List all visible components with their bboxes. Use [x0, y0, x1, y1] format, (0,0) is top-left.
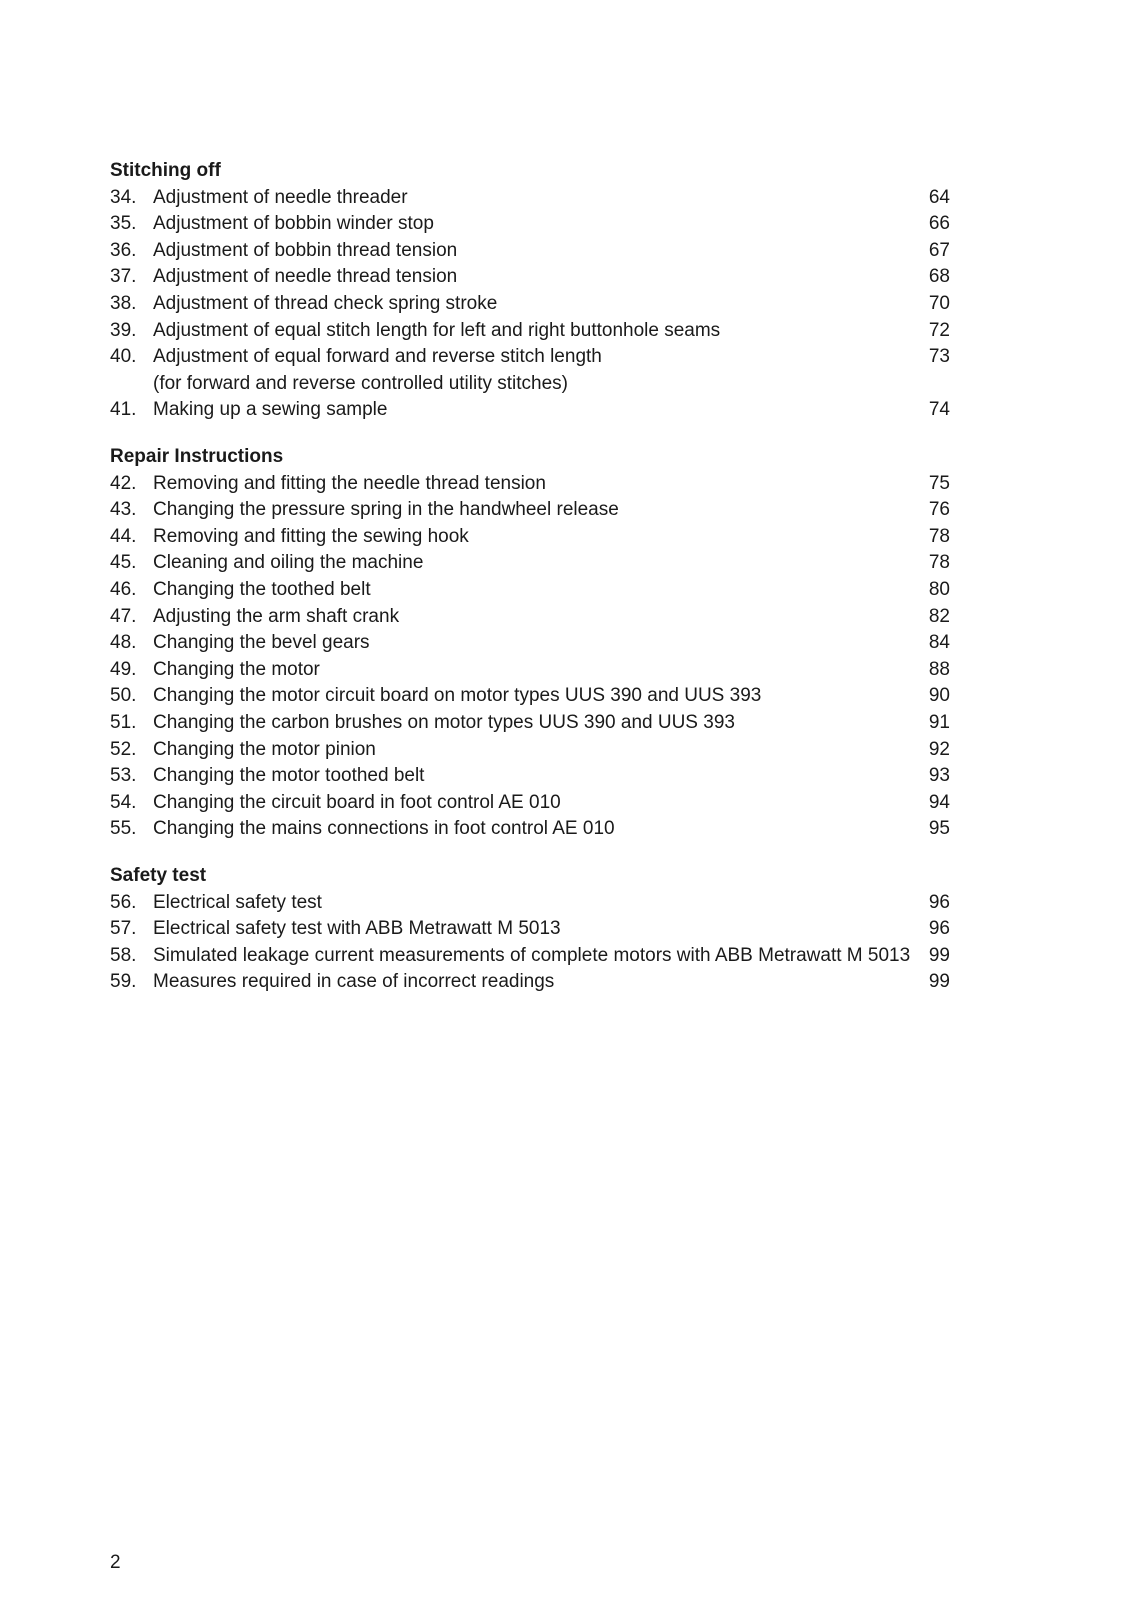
entry-title: Cleaning and oiling the machine	[153, 552, 424, 574]
entry-page: 80	[928, 578, 950, 600]
toc-section-safety-test	[110, 863, 950, 996]
toc-entry	[110, 318, 950, 345]
entry-number: 56.	[110, 891, 137, 913]
entry-number: 38.	[110, 292, 137, 314]
toc-entry-continuation	[110, 371, 950, 398]
entry-page: 67	[928, 239, 950, 261]
entry-title: Adjusting the arm shaft crank	[153, 605, 400, 627]
section-title: Stitching off	[110, 160, 221, 181]
entry-subtitle: (for forward and reverse controlled utility stitches)	[153, 372, 568, 394]
entry-title: Removing and fitting the needle thread tension	[153, 472, 546, 494]
toc-entry	[110, 890, 950, 917]
entry-number: 45.	[110, 552, 137, 574]
entry-page: 88	[928, 658, 950, 680]
entry-title: Electrical safety test with ABB Metrawatt M 5013	[153, 918, 561, 940]
entry-number: 36.	[110, 239, 137, 261]
entry-title: Adjustment of needle threader	[153, 186, 408, 208]
entry-number: 34.	[110, 186, 137, 208]
entry-title: Changing the toothed belt	[153, 578, 371, 600]
entry-number: 39.	[110, 319, 137, 341]
toc-section-stitching-off	[110, 158, 950, 424]
entry-page: 66	[928, 213, 950, 235]
toc-entry	[110, 683, 950, 710]
entry-page: 96	[928, 918, 950, 940]
toc-entry	[110, 397, 950, 424]
toc-entry	[110, 550, 950, 577]
entry-title: Changing the motor toothed belt	[153, 765, 425, 787]
entry-page: 72	[928, 319, 950, 341]
toc-entry	[110, 710, 950, 737]
entry-number: 40.	[110, 346, 137, 368]
entry-page: 91	[928, 711, 950, 733]
toc-entry	[110, 763, 950, 790]
entry-number: 54.	[110, 791, 137, 813]
toc-entry	[110, 737, 950, 764]
toc-entry	[110, 916, 950, 943]
toc-entry	[110, 471, 950, 498]
toc-entry	[110, 524, 950, 551]
entry-number: 43.	[110, 499, 137, 521]
entry-number: 44.	[110, 525, 137, 547]
entry-page: 94	[928, 791, 950, 813]
entry-page: 74	[928, 399, 950, 421]
toc-entry	[110, 657, 950, 684]
toc-entry	[110, 943, 950, 970]
entry-number: 58.	[110, 944, 137, 966]
entry-title: Changing the motor	[153, 658, 320, 680]
entry-title: Adjustment of equal stitch length for left and right buttonhole seams	[153, 319, 721, 341]
entry-page: 78	[928, 552, 950, 574]
entry-title: Changing the mains connections in foot control AE 010	[153, 818, 615, 840]
entry-page: 75	[928, 472, 950, 494]
entry-page: 90	[928, 685, 950, 707]
entry-title: Adjustment of bobbin winder stop	[153, 213, 434, 235]
entry-page: 99	[928, 971, 950, 993]
entry-title: Changing the bevel gears	[153, 632, 370, 654]
toc-entry	[110, 238, 950, 265]
entry-page: 84	[928, 632, 950, 654]
toc-entry	[110, 211, 950, 238]
entry-number: 48.	[110, 632, 137, 654]
entry-page: 68	[928, 266, 950, 288]
entry-page: 73	[928, 346, 950, 368]
toc-entry	[110, 790, 950, 817]
entry-page: 96	[928, 891, 950, 913]
page-number: 2	[110, 1552, 121, 1573]
entry-title: Simulated leakage current measurements of complete motors with ABB Metrawatt M 5013	[153, 944, 911, 966]
entry-title: Changing the motor circuit board on motor types UUS 390 and UUS 393	[153, 685, 762, 707]
entry-number: 53.	[110, 765, 137, 787]
entry-page: 93	[928, 765, 950, 787]
entry-title: Adjustment of equal forward and reverse stitch length	[153, 346, 602, 368]
entry-number: 59.	[110, 971, 137, 993]
entry-page: 78	[928, 525, 950, 547]
toc-entry	[110, 497, 950, 524]
entry-title: Removing and fitting the sewing hook	[153, 525, 469, 547]
entry-number: 51.	[110, 711, 137, 733]
toc-entry	[110, 969, 950, 996]
toc-entry	[110, 816, 950, 843]
toc-entry	[110, 577, 950, 604]
entry-number: 46.	[110, 578, 137, 600]
entry-number: 35.	[110, 213, 137, 235]
entry-page: 64	[928, 186, 950, 208]
toc-entry	[110, 264, 950, 291]
entry-page: 76	[928, 499, 950, 521]
entry-title: Adjustment of bobbin thread tension	[153, 239, 458, 261]
entry-title: Changing the motor pinion	[153, 738, 376, 760]
section-title: Repair Instructions	[110, 446, 284, 467]
entry-page: 92	[928, 738, 950, 760]
entry-number: 41.	[110, 399, 137, 421]
entry-title: Adjustment of thread check spring stroke	[153, 292, 498, 314]
entry-page: 82	[928, 605, 950, 627]
toc-entry	[110, 604, 950, 631]
entry-number: 49.	[110, 658, 137, 680]
entry-number: 47.	[110, 605, 137, 627]
entry-title: Making up a sewing sample	[153, 399, 388, 421]
toc-section-repair-instructions	[110, 444, 950, 843]
entry-page: 99	[928, 944, 950, 966]
entry-page: 95	[928, 818, 950, 840]
toc-entry	[110, 630, 950, 657]
toc-entry	[110, 291, 950, 318]
entry-title: Changing the circuit board in foot control AE 010	[153, 791, 561, 813]
entry-title: Measures required in case of incorrect readings	[153, 971, 555, 993]
entry-number: 55.	[110, 818, 137, 840]
toc-entry	[110, 344, 950, 371]
entry-page: 70	[928, 292, 950, 314]
entry-number: 37.	[110, 266, 137, 288]
entry-title: Changing the carbon brushes on motor types UUS 390 and UUS 393	[153, 711, 735, 733]
entry-title: Adjustment of needle thread tension	[153, 266, 458, 288]
entry-title: Electrical safety test	[153, 891, 322, 913]
entry-number: 50.	[110, 685, 137, 707]
entry-number: 42.	[110, 472, 137, 494]
section-title: Safety test	[110, 865, 207, 886]
entry-title: Changing the pressure spring in the handwheel release	[153, 499, 619, 521]
entry-number: 57.	[110, 918, 137, 940]
entry-number: 52.	[110, 738, 137, 760]
toc-entry	[110, 185, 950, 212]
